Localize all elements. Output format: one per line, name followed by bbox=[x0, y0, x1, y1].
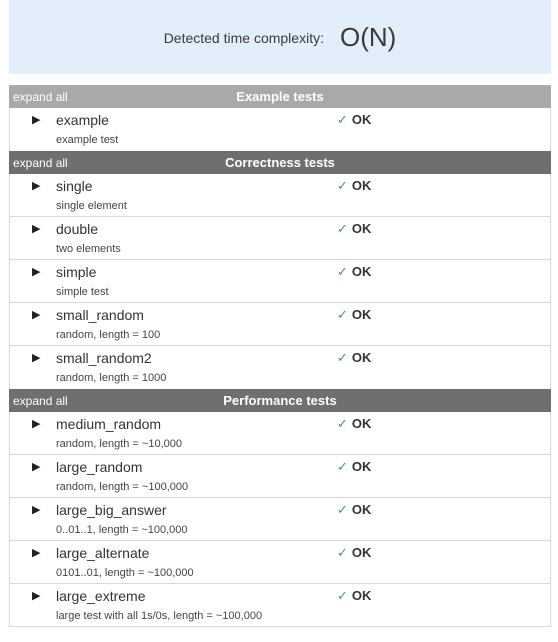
check-icon: ✓ bbox=[337, 178, 348, 193]
test-row-small-random2[interactable] bbox=[9, 346, 551, 389]
test-name: medium_random bbox=[56, 416, 162, 432]
test-name: large_alternate bbox=[56, 545, 150, 561]
section-title: Correctness tests bbox=[225, 155, 335, 170]
check-icon: ✓ bbox=[337, 307, 348, 322]
test-description: random, length = ~10,000 bbox=[56, 438, 182, 450]
test-status: ✓ OK bbox=[337, 502, 372, 517]
test-results bbox=[9, 85, 551, 627]
test-row-small-random[interactable] bbox=[9, 303, 551, 346]
complexity-panel bbox=[9, 0, 551, 74]
check-icon: ✓ bbox=[337, 502, 348, 517]
test-name: simple bbox=[56, 264, 97, 280]
test-description: random, length = ~100,000 bbox=[56, 481, 189, 493]
test-status: ✓ OK bbox=[337, 264, 372, 279]
expand-arrow-icon[interactable]: ▶ bbox=[32, 418, 41, 430]
expand-arrow-icon[interactable]: ▶ bbox=[32, 461, 41, 473]
test-row-large-big-answer[interactable] bbox=[9, 498, 551, 541]
expand-arrow-icon[interactable]: ▶ bbox=[32, 266, 41, 278]
expand-all-link[interactable]: expand all bbox=[13, 156, 68, 170]
expand-arrow-icon[interactable]: ▶ bbox=[32, 180, 41, 192]
test-row-large-alternate[interactable] bbox=[9, 541, 551, 584]
test-name: small_random bbox=[56, 307, 144, 323]
test-row-large-extreme[interactable] bbox=[9, 584, 551, 627]
test-status: ✓ OK bbox=[337, 112, 372, 127]
test-row-single[interactable] bbox=[9, 174, 551, 217]
test-status: ✓ OK bbox=[337, 221, 372, 236]
test-description: random, length = 1000 bbox=[56, 372, 167, 384]
expand-all-link[interactable]: expand all bbox=[13, 90, 68, 104]
expand-arrow-icon[interactable]: ▶ bbox=[32, 590, 41, 602]
check-icon: ✓ bbox=[337, 459, 348, 474]
test-row-medium-random[interactable] bbox=[9, 412, 551, 455]
check-icon: ✓ bbox=[337, 416, 348, 431]
check-icon: ✓ bbox=[337, 588, 348, 603]
test-status: ✓ OK bbox=[337, 178, 372, 193]
test-row-double[interactable] bbox=[9, 217, 551, 260]
test-description: large test with all 1s/0s, length = ~100,000 bbox=[56, 610, 263, 622]
test-status: ✓ OK bbox=[337, 416, 372, 431]
expand-arrow-icon[interactable]: ▶ bbox=[32, 309, 41, 321]
test-name: small_random2 bbox=[56, 350, 152, 366]
test-status: ✓ OK bbox=[337, 459, 372, 474]
section-title: Performance tests bbox=[223, 393, 337, 408]
test-name: double bbox=[56, 221, 99, 237]
expand-arrow-icon[interactable]: ▶ bbox=[32, 223, 41, 235]
check-icon: ✓ bbox=[337, 112, 348, 127]
test-description: example test bbox=[56, 134, 119, 146]
complexity-label: Detected time complexity: bbox=[163, 30, 324, 46]
test-row-simple[interactable] bbox=[9, 260, 551, 303]
test-status: ✓ OK bbox=[337, 588, 372, 603]
expand-arrow-icon[interactable]: ▶ bbox=[32, 504, 41, 516]
test-description: 0..01..1, length = ~100,000 bbox=[56, 524, 188, 536]
section-header-example bbox=[9, 85, 551, 108]
test-name: single bbox=[56, 178, 93, 194]
test-row-example[interactable] bbox=[9, 108, 551, 151]
test-name: large_random bbox=[56, 459, 143, 475]
section-header-correctness bbox=[9, 151, 551, 174]
test-description: 0101..01, length = ~100,000 bbox=[56, 567, 194, 579]
test-status: ✓ OK bbox=[337, 350, 372, 365]
test-description: simple test bbox=[56, 286, 109, 298]
test-row-large-random[interactable] bbox=[9, 455, 551, 498]
check-icon: ✓ bbox=[337, 264, 348, 279]
expand-arrow-icon[interactable]: ▶ bbox=[32, 114, 41, 126]
section-header-performance bbox=[9, 389, 551, 412]
check-icon: ✓ bbox=[337, 545, 348, 560]
section-title: Example tests bbox=[236, 89, 324, 104]
check-icon: ✓ bbox=[337, 221, 348, 236]
expand-all-link[interactable]: expand all bbox=[13, 394, 68, 408]
expand-arrow-icon[interactable]: ▶ bbox=[32, 547, 41, 559]
expand-arrow-icon[interactable]: ▶ bbox=[32, 352, 41, 364]
test-name: large_extreme bbox=[56, 588, 146, 604]
test-status: ✓ OK bbox=[337, 307, 372, 322]
check-icon: ✓ bbox=[337, 350, 348, 365]
test-name: example bbox=[56, 112, 109, 128]
complexity-value: O(N) bbox=[339, 21, 397, 52]
test-description: single element bbox=[56, 200, 127, 212]
test-status: ✓ OK bbox=[337, 545, 372, 560]
test-description: random, length = 100 bbox=[56, 329, 161, 341]
test-description: two elements bbox=[56, 243, 121, 255]
test-name: large_big_answer bbox=[56, 502, 167, 518]
